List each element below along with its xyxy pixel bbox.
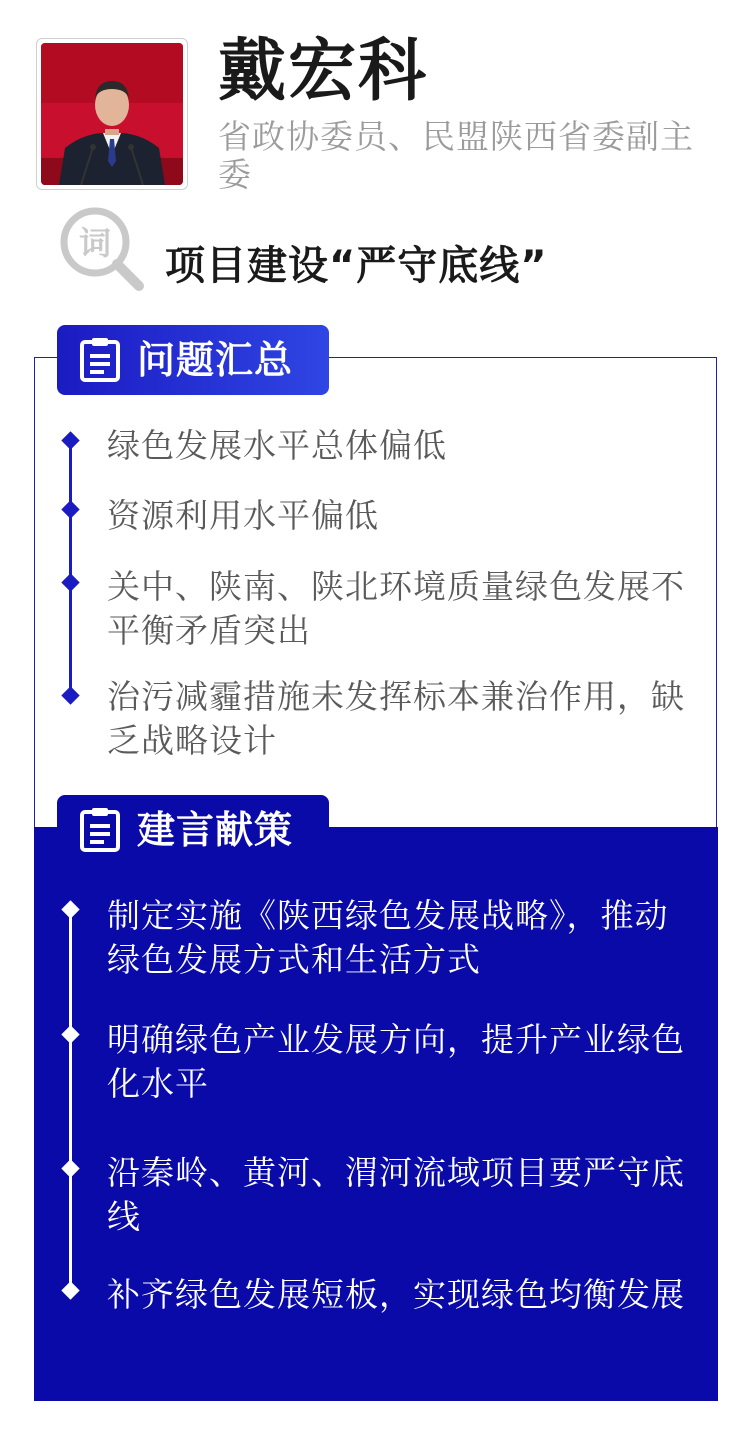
suggestion-item: 制定实施《陕西绿色发展战略》，推动绿色发展方式和生活方式 [107, 896, 669, 979]
issue-item: 资源利用水平偏低 [107, 496, 379, 535]
suggestions-timeline [69, 912, 72, 1290]
magnifier-icon [55, 202, 147, 294]
portrait-photo [36, 38, 188, 190]
issue-item: 治污减霾措施未发挥标本兼治作用，缺乏战略设计 [107, 677, 685, 760]
issue-item: 关中、陕南、陕北环境质量绿色发展不平衡矛盾突出 [107, 567, 685, 650]
suggestion-item: 明确绿色产业发展方向，提升产业绿色化水平 [107, 1020, 685, 1103]
suggestion-item: 沿秦岭、黄河、渭河流域项目要严守底线 [107, 1153, 685, 1236]
issues-title: 问题汇总 [137, 338, 294, 382]
person-title: 省政协委员、民盟陕西省委副主委 [218, 117, 694, 194]
issues-tab [57, 325, 329, 395]
portrait-image [41, 43, 183, 185]
issues-timeline [69, 442, 72, 696]
suggestion-item: 补齐绿色发展短板，实现绿色均衡发展 [107, 1275, 685, 1314]
keyword-headline: 项目建设“严守底线” [165, 243, 548, 289]
suggestions-title: 建言献策 [137, 808, 294, 852]
suggestions-tab [57, 795, 329, 865]
magnifier-icon-char: 词 [78, 224, 112, 262]
person-name: 戴宏科 [218, 32, 429, 111]
clipboard-icon [79, 337, 121, 383]
clipboard-icon [79, 807, 121, 853]
issue-item: 绿色发展水平总体偏低 [107, 426, 447, 465]
